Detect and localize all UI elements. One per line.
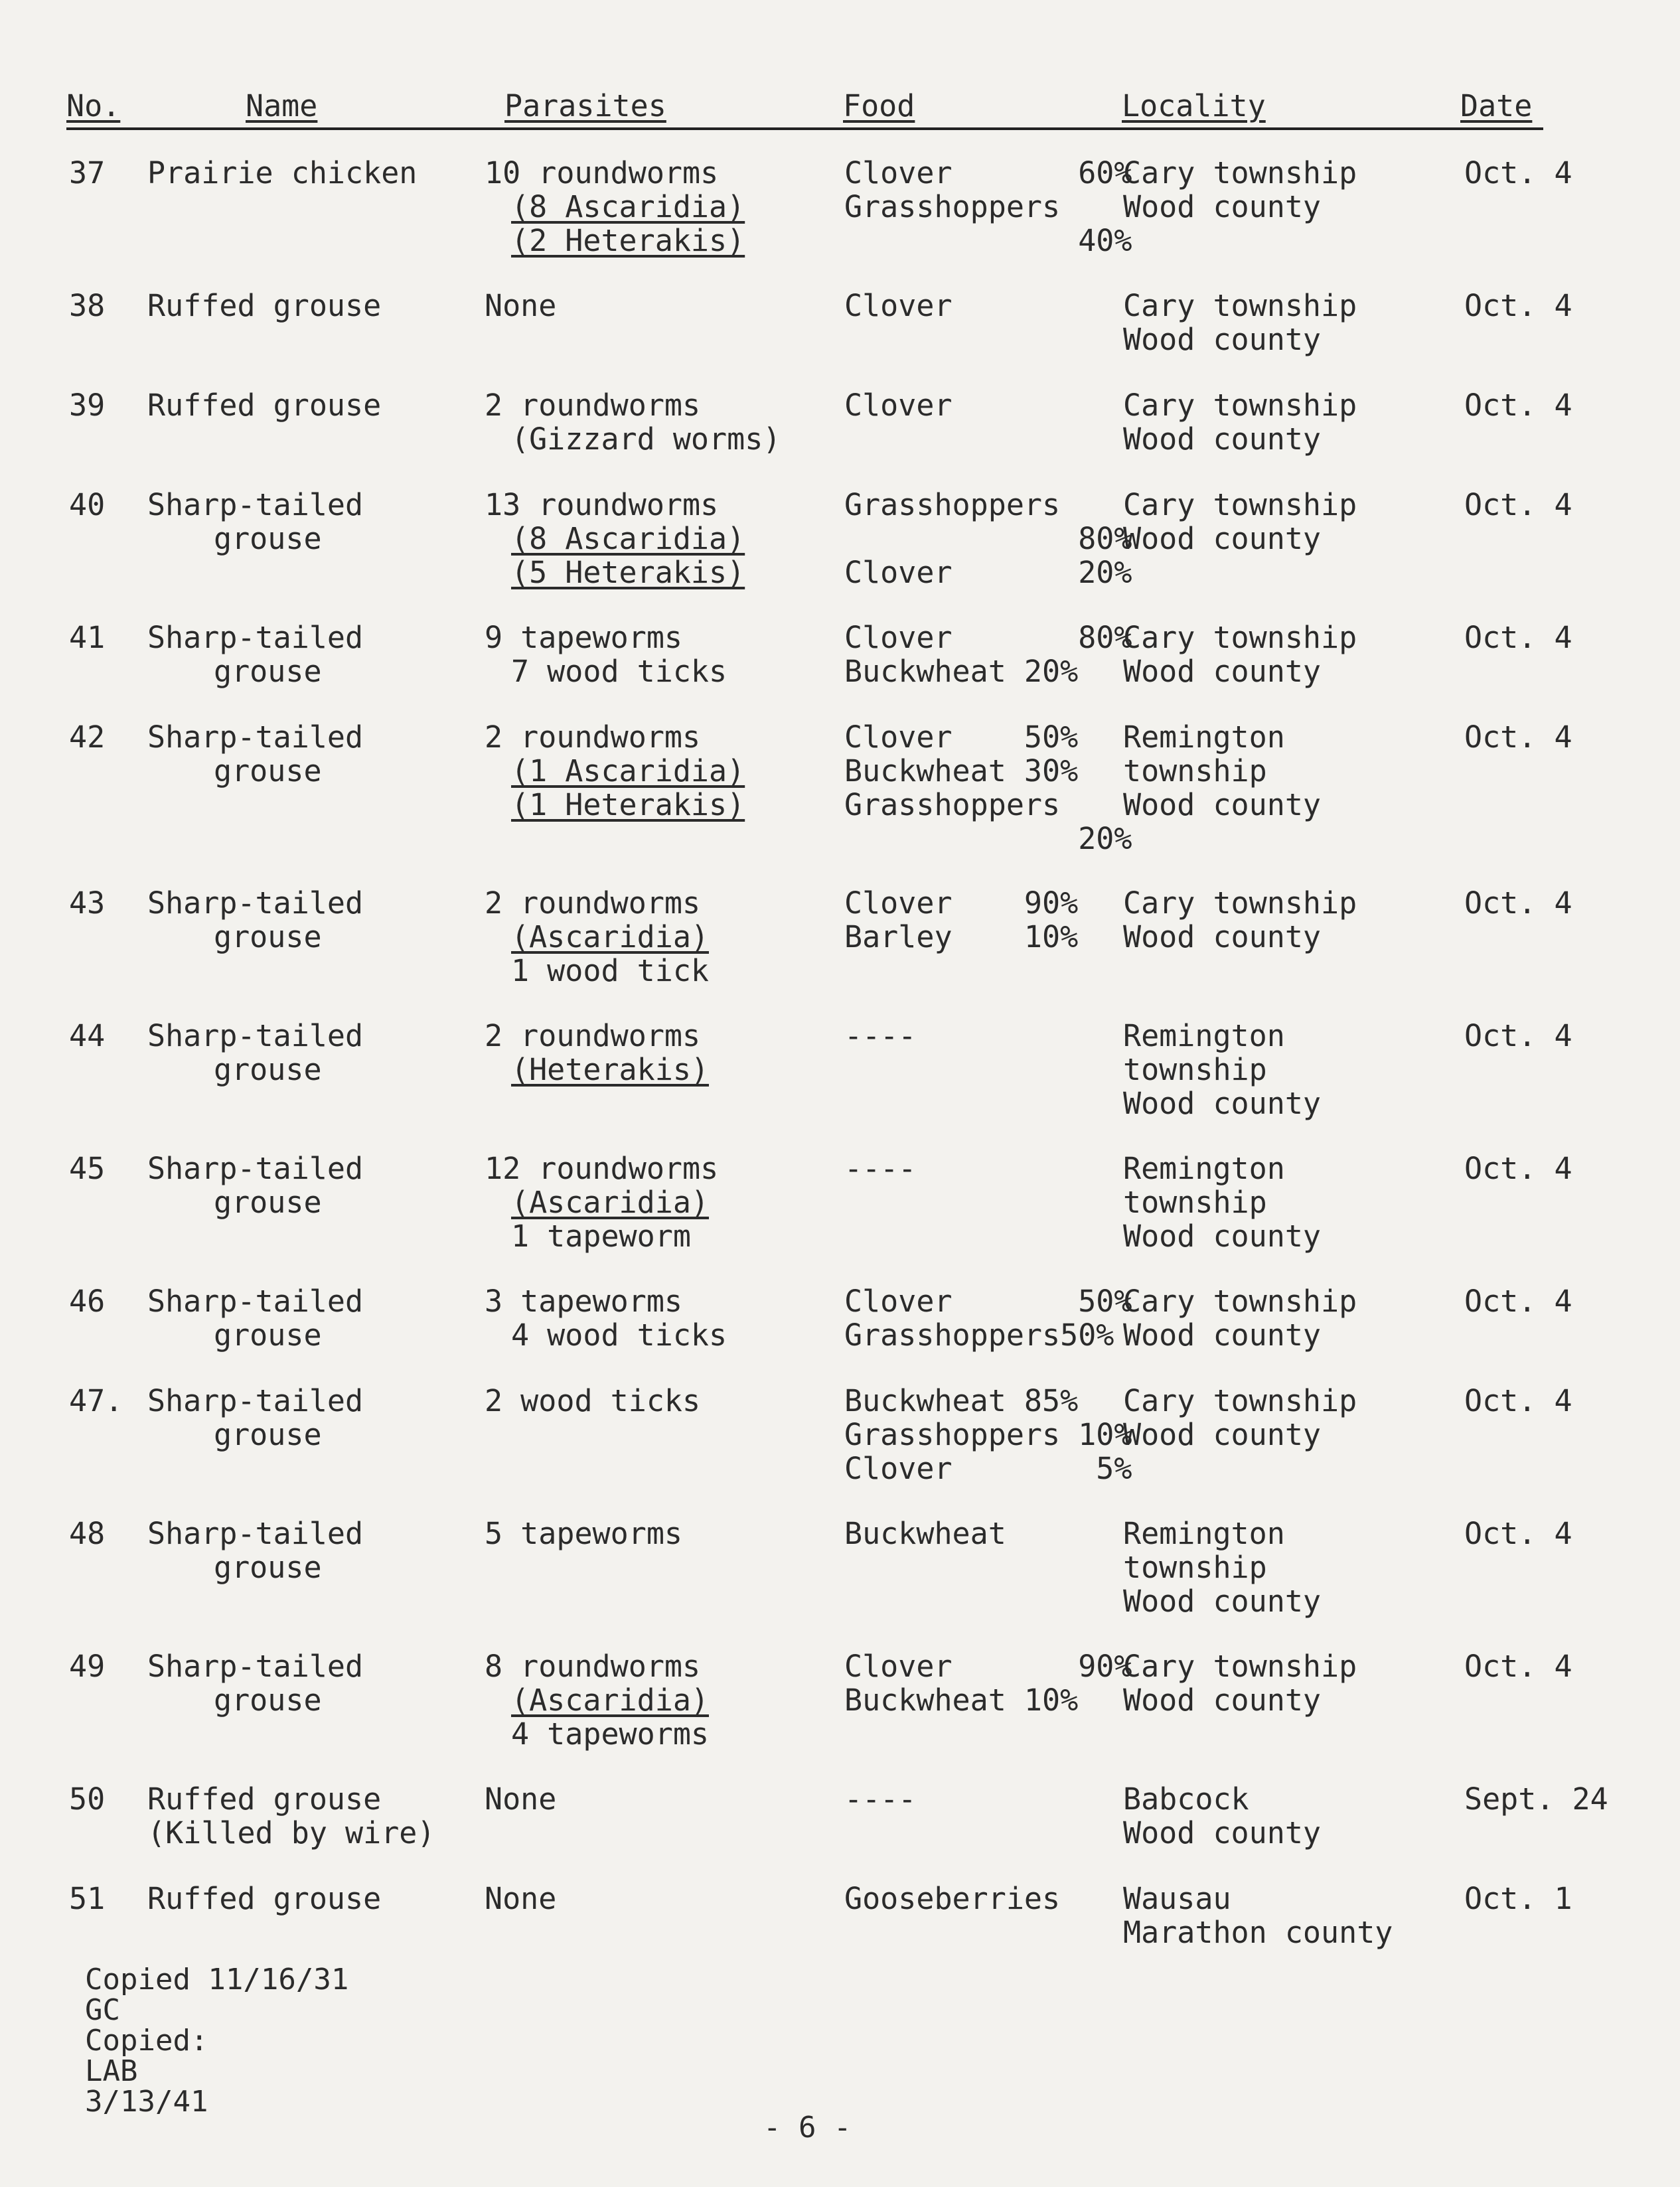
- parasites-cell: [485, 1019, 709, 1087]
- parasites-cell: [485, 156, 745, 258]
- bird-name-line: Ruffed grouse: [147, 288, 382, 323]
- locality-cell-line: Marathon county: [1123, 1915, 1393, 1950]
- food-cell: [844, 1882, 1060, 1916]
- food-cell-line: Gooseberries: [844, 1881, 1061, 1916]
- food-cell-line: ----: [844, 1018, 917, 1053]
- food-cell-line: Buckwheat 20%: [844, 654, 1079, 689]
- header-no: No.: [66, 88, 121, 123]
- locality-cell: [1123, 1284, 1357, 1352]
- parasites-cell-line: 5 tapeworms: [485, 1516, 683, 1551]
- locality-cell: [1123, 1384, 1357, 1452]
- parasites-cell-line: (5 Heterakis): [511, 555, 745, 590]
- date-cell: Oct. 4: [1464, 1516, 1572, 1551]
- page-number: - 6 -: [763, 2111, 852, 2145]
- date-cell: Oct. 4: [1464, 719, 1572, 755]
- locality-cell: [1123, 1517, 1321, 1618]
- food-cell-line: Clover 80%: [844, 620, 1132, 655]
- bird-name-line: grouse: [214, 753, 322, 789]
- locality-cell: [1123, 289, 1357, 356]
- row-number: 38: [69, 288, 106, 323]
- locality-cell: [1123, 886, 1357, 954]
- parasites-cell-line: 8 roundworms: [485, 1649, 701, 1684]
- food-cell: [844, 1517, 1006, 1550]
- food-cell: [844, 621, 1132, 688]
- copy-notes: [85, 1965, 348, 2117]
- locality-cell-line: Wood county: [1123, 1683, 1322, 1718]
- locality-cell-line: Wood county: [1123, 919, 1322, 954]
- food-cell-line: Grasshoppers: [844, 487, 1061, 522]
- food-cell-line: Buckwheat 30%: [844, 753, 1079, 789]
- food-cell-line: ----: [844, 1151, 917, 1186]
- bird-name-line: (Killed by wire): [147, 1815, 435, 1850]
- row-number: 43: [69, 885, 106, 921]
- bird-name-line: grouse: [214, 1417, 322, 1452]
- row-number: 51: [69, 1881, 106, 1916]
- bird-name-line: grouse: [214, 521, 322, 556]
- food-cell-line: 20%: [844, 821, 1132, 856]
- locality-cell-line: Cary township: [1123, 288, 1357, 323]
- food-cell-line: Buckwheat 85%: [844, 1383, 1079, 1418]
- bird-name-line: Sharp-tailed: [147, 1649, 364, 1684]
- bird-name: [147, 720, 363, 788]
- food-cell: [844, 388, 953, 422]
- food-cell: [844, 1384, 1132, 1485]
- parasites-cell-line: 4 wood ticks: [511, 1318, 727, 1353]
- date-cell: Oct. 4: [1464, 1284, 1572, 1319]
- food-cell: [844, 886, 1078, 954]
- locality-cell-line: Wood county: [1123, 787, 1322, 822]
- bird-name: [147, 886, 363, 954]
- locality-cell-line: Wood county: [1123, 1584, 1322, 1619]
- parasites-cell-line: None: [485, 288, 557, 323]
- food-cell: [844, 289, 953, 323]
- header-parasites: Parasites: [504, 88, 666, 123]
- parasites-cell-line: (Heterakis): [511, 1052, 710, 1087]
- food-cell-line: Clover: [844, 388, 953, 423]
- food-cell-line: Clover 90%: [844, 885, 1079, 921]
- bird-name: [147, 488, 363, 556]
- locality-cell-line: Wood county: [1123, 1815, 1322, 1850]
- locality-cell: [1123, 156, 1357, 224]
- locality-cell-line: Cary township: [1123, 885, 1357, 921]
- locality-cell-line: Wood county: [1123, 1086, 1322, 1121]
- date-cell: Oct. 4: [1464, 1151, 1572, 1186]
- food-cell-line: Clover 5%: [844, 1451, 1132, 1486]
- locality-cell-line: Cary township: [1123, 1284, 1357, 1319]
- bird-name-line: Sharp-tailed: [147, 487, 364, 522]
- row-number: 42: [69, 719, 106, 755]
- parasites-cell-line: 13 roundworms: [485, 487, 719, 522]
- parasites-cell: [485, 1649, 709, 1751]
- locality-cell: [1123, 1152, 1321, 1253]
- food-cell-line: Clover 50%: [844, 1284, 1132, 1319]
- row-number: 50: [69, 1781, 106, 1817]
- parasites-cell: [485, 1384, 700, 1418]
- locality-cell-line: Wood county: [1123, 654, 1322, 689]
- food-cell-line: Barley 10%: [844, 919, 1079, 954]
- locality-cell-line: Wood county: [1123, 521, 1322, 556]
- parasites-cell: [485, 388, 781, 456]
- parasites-cell-line: (1 Ascaridia): [511, 753, 745, 789]
- locality-cell-line: township: [1123, 753, 1267, 789]
- locality-cell: [1123, 621, 1357, 688]
- parasites-cell: [485, 621, 727, 688]
- date-cell: Oct. 4: [1464, 487, 1572, 522]
- date-cell: Sept. 24: [1464, 1781, 1608, 1817]
- bird-name-line: Sharp-tailed: [147, 1018, 364, 1053]
- parasites-cell-line: (Ascaridia): [511, 1683, 710, 1718]
- bird-name: [147, 1649, 363, 1717]
- header-food: Food: [843, 88, 915, 123]
- row-number: 46: [69, 1284, 106, 1319]
- locality-cell-line: Cary township: [1123, 388, 1357, 423]
- parasites-cell: [485, 1882, 556, 1916]
- date-cell: Oct. 4: [1464, 1649, 1572, 1684]
- locality-cell: [1123, 1019, 1321, 1120]
- bird-name-line: grouse: [214, 1185, 322, 1220]
- food-cell: [844, 1649, 1132, 1717]
- bird-name-line: grouse: [214, 1550, 322, 1585]
- parasites-cell-line: 2 roundworms: [485, 719, 701, 755]
- food-cell-line: 80%: [844, 521, 1132, 556]
- copy-note-5: 3/13/41: [85, 2085, 208, 2119]
- parasites-cell-line: 9 tapeworms: [485, 620, 683, 655]
- locality-cell-line: township: [1123, 1550, 1267, 1585]
- copy-note-1: Copied 11/16/31: [85, 1963, 349, 1997]
- date-cell: Oct. 4: [1464, 885, 1572, 921]
- row-number: 49: [69, 1649, 106, 1684]
- header-date: Date: [1460, 88, 1533, 123]
- copy-note-2: GC: [85, 1993, 120, 2027]
- bird-name-line: grouse: [214, 919, 322, 954]
- parasites-cell-line: (8 Ascaridia): [511, 189, 745, 224]
- bird-name-line: Sharp-tailed: [147, 1284, 364, 1319]
- parasites-cell: [485, 1782, 556, 1816]
- date-cell: Oct. 4: [1464, 388, 1572, 423]
- row-number: 41: [69, 620, 106, 655]
- parasites-cell-line: (2 Heterakis): [511, 223, 745, 258]
- parasites-cell-line: (Ascaridia): [511, 1185, 710, 1220]
- parasites-cell: [485, 289, 556, 323]
- bird-name-line: Sharp-tailed: [147, 1151, 364, 1186]
- bird-name: [147, 1152, 363, 1219]
- bird-name-line: grouse: [214, 1318, 322, 1353]
- food-cell: [844, 156, 1132, 258]
- food-cell-line: Clover 20%: [844, 555, 1132, 590]
- header-locality: Locality: [1122, 88, 1266, 123]
- locality-cell-line: Remington: [1123, 1018, 1285, 1053]
- parasites-cell-line: (1 Heterakis): [511, 787, 745, 822]
- locality-cell-line: Cary township: [1123, 155, 1357, 190]
- bird-name: [147, 1517, 363, 1584]
- bird-name: [147, 289, 381, 323]
- locality-cell: [1123, 488, 1357, 556]
- locality-cell-line: Wausau: [1123, 1881, 1231, 1916]
- parasites-cell-line: 2 roundworms: [485, 388, 701, 423]
- parasites-cell-line: 2 roundworms: [485, 1018, 701, 1053]
- date-cell: Oct. 4: [1464, 288, 1572, 323]
- bird-name-line: grouse: [214, 1052, 322, 1087]
- bird-name-line: Sharp-tailed: [147, 620, 364, 655]
- row-number: 48: [69, 1516, 106, 1551]
- date-cell: Oct. 1: [1464, 1881, 1572, 1916]
- bird-name: [147, 1019, 363, 1087]
- food-cell: [844, 488, 1132, 589]
- locality-cell-line: Remington: [1123, 1516, 1285, 1551]
- locality-cell: [1123, 1782, 1321, 1850]
- locality-cell-line: township: [1123, 1185, 1267, 1220]
- parasites-cell-line: 2 wood ticks: [485, 1383, 701, 1418]
- row-number: 44: [69, 1018, 106, 1053]
- bird-name: [147, 1882, 381, 1916]
- row-number: 45: [69, 1151, 106, 1186]
- bird-name: [147, 1782, 435, 1850]
- locality-cell-line: Remington: [1123, 1151, 1285, 1186]
- date-cell: Oct. 4: [1464, 1018, 1572, 1053]
- parasites-cell-line: 1 wood tick: [511, 953, 710, 988]
- header-name: Name: [246, 88, 318, 123]
- locality-cell: [1123, 1882, 1393, 1949]
- food-cell-line: 40%: [844, 223, 1132, 258]
- parasites-cell-line: 12 roundworms: [485, 1151, 719, 1186]
- locality-cell-line: Remington: [1123, 719, 1285, 755]
- food-cell-line: Grasshoppers: [844, 189, 1061, 224]
- locality-cell-line: Wood county: [1123, 1219, 1322, 1254]
- parasites-cell-line: 7 wood ticks: [511, 654, 727, 689]
- parasites-cell-line: 1 tapeworm: [511, 1219, 691, 1254]
- parasites-cell-line: 4 tapeworms: [511, 1716, 710, 1752]
- bird-name-line: Ruffed grouse: [147, 1881, 382, 1916]
- food-cell-line: Grasshoppers: [844, 787, 1061, 822]
- food-cell-line: Grasshoppers50%: [844, 1318, 1114, 1353]
- locality-cell-line: Wood county: [1123, 421, 1322, 457]
- parasites-cell-line: 3 tapeworms: [485, 1284, 683, 1319]
- locality-cell-line: Wood county: [1123, 1417, 1322, 1452]
- food-cell-line: Grasshoppers 10%: [844, 1417, 1132, 1452]
- date-cell: Oct. 4: [1464, 620, 1572, 655]
- food-cell-line: Clover 60%: [844, 155, 1132, 190]
- bird-name: [147, 1384, 363, 1452]
- parasites-cell-line: 10 roundworms: [485, 155, 719, 190]
- bird-name-line: Prairie chicken: [147, 155, 418, 190]
- food-cell: [844, 1284, 1132, 1352]
- parasites-cell: [485, 488, 745, 589]
- parasites-cell-line: (8 Ascaridia): [511, 521, 745, 556]
- bird-name-line: Ruffed grouse: [147, 388, 382, 423]
- bird-name: [147, 388, 381, 422]
- bird-name-line: Sharp-tailed: [147, 719, 364, 755]
- parasites-cell: [485, 1152, 718, 1253]
- locality-cell-line: Cary township: [1123, 1649, 1357, 1684]
- bird-name-line: Sharp-tailed: [147, 885, 364, 921]
- locality-cell-line: Cary township: [1123, 487, 1357, 522]
- locality-cell: [1123, 720, 1321, 822]
- locality-cell: [1123, 1649, 1357, 1717]
- locality-cell-line: Wood county: [1123, 322, 1322, 357]
- food-cell-line: Clover: [844, 288, 953, 323]
- bird-name-line: Sharp-tailed: [147, 1516, 364, 1551]
- table-header: [66, 86, 1543, 130]
- date-cell: Oct. 4: [1464, 155, 1572, 190]
- food-cell-line: Clover 50%: [844, 719, 1079, 755]
- locality-cell-line: Cary township: [1123, 620, 1357, 655]
- food-cell-line: Buckwheat 10%: [844, 1683, 1079, 1718]
- parasites-cell: [485, 886, 709, 988]
- parasites-cell: [485, 1517, 682, 1550]
- bird-name: [147, 621, 363, 688]
- locality-cell-line: Cary township: [1123, 1383, 1357, 1418]
- bird-name: [147, 156, 417, 190]
- parasites-cell-line: None: [485, 1781, 557, 1817]
- food-cell: [844, 1019, 916, 1053]
- food-cell-line: Clover 90%: [844, 1649, 1132, 1684]
- bird-name-line: grouse: [214, 654, 322, 689]
- parasites-cell: [485, 720, 745, 822]
- food-cell: [844, 720, 1132, 856]
- parasites-cell: [485, 1284, 727, 1352]
- copy-note-4: LAB: [85, 2054, 138, 2088]
- row-number: 40: [69, 487, 106, 522]
- bird-name: [147, 1284, 363, 1352]
- parasites-cell-line: None: [485, 1881, 557, 1916]
- row-number: 37: [69, 155, 106, 190]
- parasites-cell-line: (Ascaridia): [511, 919, 710, 954]
- locality-cell-line: Wood county: [1123, 1318, 1322, 1353]
- locality-cell-line: township: [1123, 1052, 1267, 1087]
- bird-name-line: Sharp-tailed: [147, 1383, 364, 1418]
- copy-note-3: Copied:: [85, 2024, 208, 2058]
- locality-cell: [1123, 388, 1357, 456]
- food-cell-line: ----: [844, 1781, 917, 1817]
- bird-name-line: Ruffed grouse: [147, 1781, 382, 1817]
- locality-cell-line: Babcock: [1123, 1781, 1249, 1817]
- parasites-cell-line: 2 roundworms: [485, 885, 701, 921]
- food-cell: [844, 1152, 916, 1185]
- locality-cell-line: Wood county: [1123, 189, 1322, 224]
- parasites-cell-line: (Gizzard worms): [511, 421, 781, 457]
- row-number: 47.: [69, 1383, 123, 1418]
- food-cell-line: Buckwheat: [844, 1516, 1006, 1551]
- bird-name-line: grouse: [214, 1683, 322, 1718]
- date-cell: Oct. 4: [1464, 1383, 1572, 1418]
- food-cell: [844, 1782, 916, 1816]
- row-number: 39: [69, 388, 106, 423]
